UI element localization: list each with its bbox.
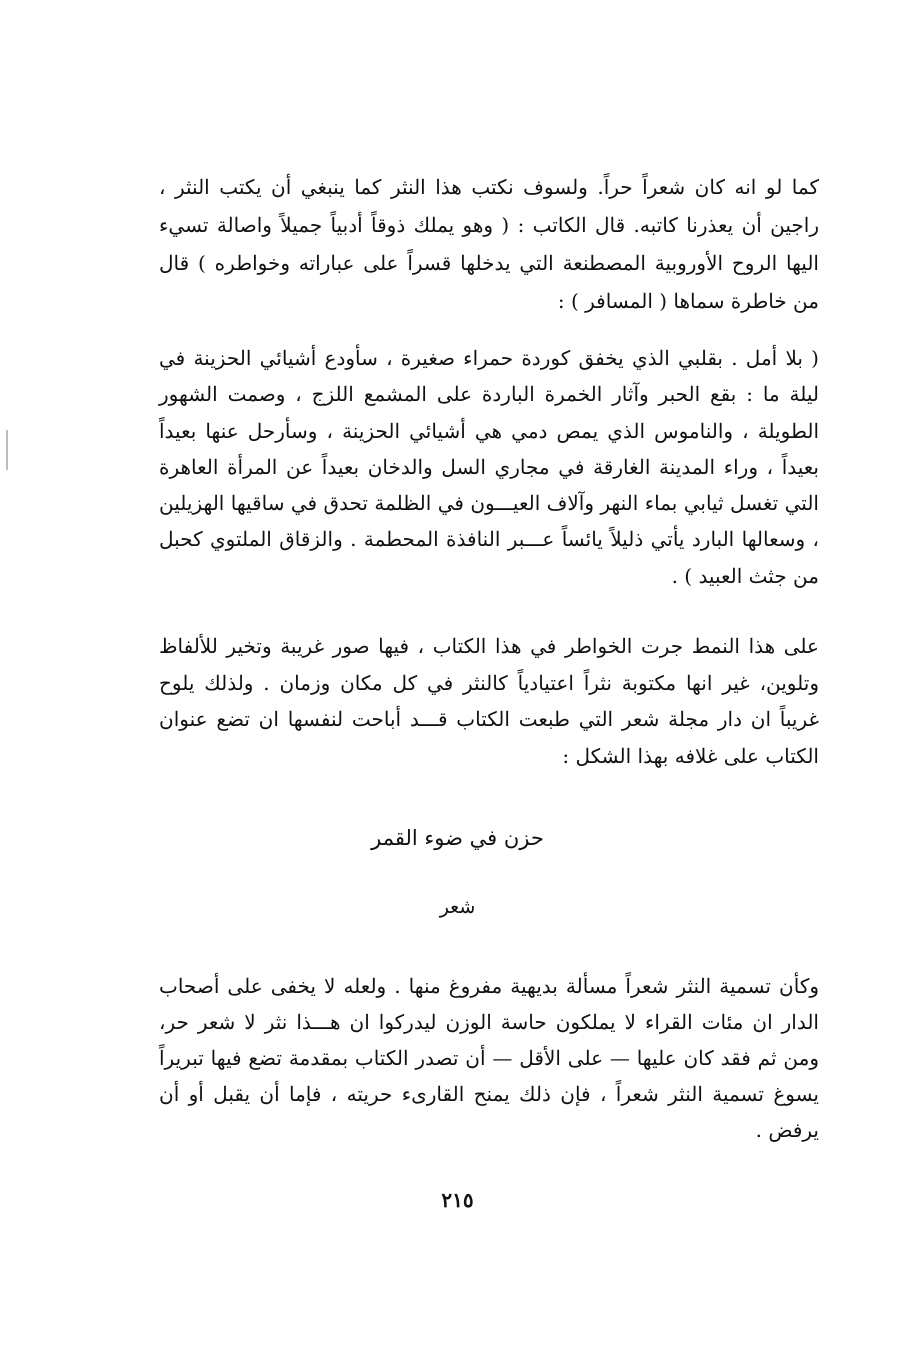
paragraph-commentary: على هذا النمط جرت الخواطر في هذا الكتاب ، فيها صور غريبة وتخير للألفاظ وتلوين، غير انها مكتوبة نثراً اعتيادياً كالنثر في كل مكان وزمان . ولذلك يلوح غريباً ان دار مجلة شعر التي طبعت الكتاب قـــد أباحت لنفسها ان تضع عنوان الكتاب على غلافه بهذا الشكل : <box>159 634 819 768</box>
book-genre-heading: شعر <box>439 896 476 918</box>
page-number: ٢١٥ <box>441 1188 474 1212</box>
scan-edge-mark <box>6 430 8 470</box>
paragraph-intro: كما لو انه كان شعراً حراً. ولسوف نكتب هذا النثر كما ينبغي أن يكتب النثر ، راجين أن يعذرنا كاتبه. قال الكاتب : ( وهو يملك ذوقاً أدبياً جميلاً واصالة تسيء اليها الروح الأوروبية المصطنعة التي يدخلها قسراً على عباراته وخواطره ) قال من خاطرة سماها ( المسافر ) : <box>159 175 819 313</box>
paragraph-conclusion: وكأن تسمية النثر شعراً مسألة بديهية مفروغ منها . ولعله لا يخفى على أصحاب الدار ان مئات القراء لا يملكون حاسة الوزن ليدركوا ان هـــذا نثر لا شعر حر، ومن ثم فقد كان عليها — على الأقل — أن تصدر الكتاب بمقدمة تضع فيها تبريراً يسوغ تسمية النثر شعراً ، فإن ذلك يمنح القارىء حريته ، فإما أن يقبل أو أن يرفض . <box>159 974 819 1142</box>
book-title-heading: حزن في ضوء القمر <box>371 826 544 850</box>
paragraph-quote: ( بلا أمل . بقلبي الذي يخفق كوردة حمراء صغيرة ، سأودع أشيائي الحزينة في ليلة ما : بقع الحبر وآثار الخمرة الباردة على المشمع اللزج ، وصمت الشهور الطويلة ، والناموس الذي يمص دمي هي أشيائي الحزينة ، وسأرحل عنها بعيداً بعيداً ، وراء المدينة الغارقة في مجاري السل والدخان بعيداً عن المرأة العاهرة التي تغسل ثيابي بماء النهر وآلاف العيـــون في الظلمة تحدق في ساقيها الهزيلين ، وسعالها البارد يأتي ذليلاً يائساً عـــبر النافذة المحطمة . والزقاق الملتوي كحبل من جثث العبيد ) . <box>159 346 819 588</box>
